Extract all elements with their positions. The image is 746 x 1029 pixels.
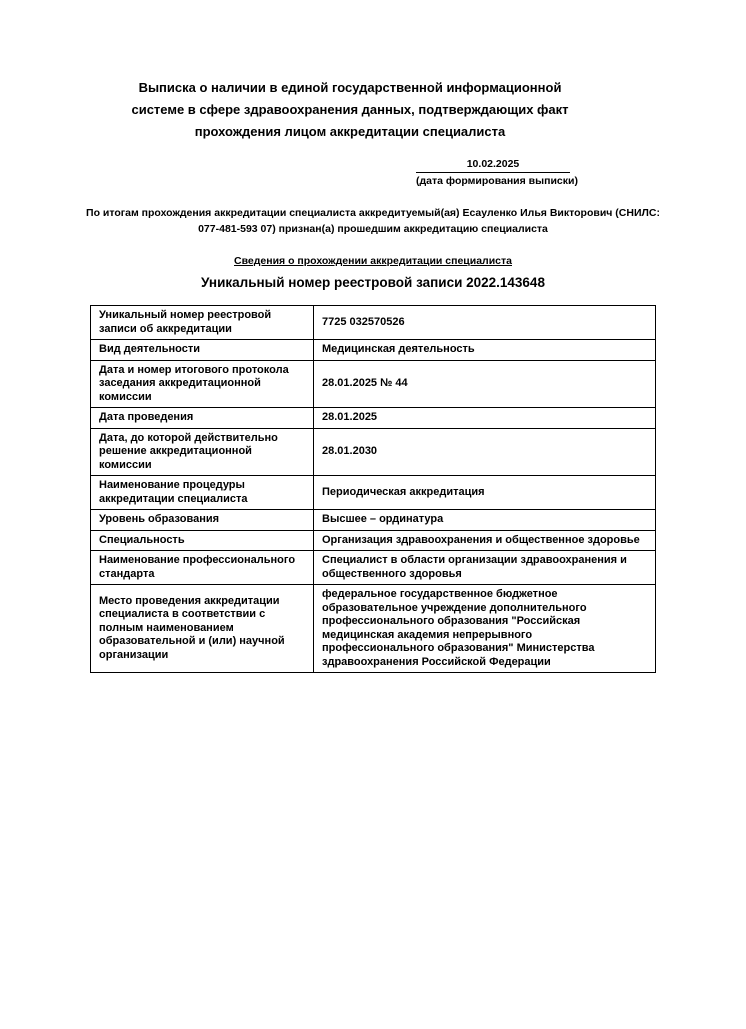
table-row [91, 510, 656, 531]
row-value: Высшее – ординатура [314, 510, 656, 531]
accreditation-details-table [90, 305, 656, 673]
row-label: Место проведения аккредитации специалиста в соответствии с полным наименованием образовательной и (или) научной организации [91, 585, 314, 673]
section-heading: Сведения о прохождении аккредитации специалиста [234, 255, 512, 267]
document-title-line: системе в сфере здравоохранения данных, подтверждающих факт [131, 102, 569, 117]
table-row [91, 360, 656, 408]
row-value: 28.01.2030 [314, 428, 656, 476]
row-value: 28.01.2025 [314, 408, 656, 429]
table-row [91, 476, 656, 510]
row-label: Специальность [91, 530, 314, 551]
row-value: Организация здравоохранения и общественное здоровье [314, 530, 656, 551]
row-value: федеральное государственное бюджетное образовательное учреждение дополнительного профессионального образования "Российская медицинская академия непрерывного профессионального образования" Министерства здравоохранения Российской Федерации [314, 585, 656, 673]
document-title-line: прохождения лицом аккредитации специалиста [194, 124, 506, 139]
table-row [91, 551, 656, 585]
row-label: Дата, до которой действительно решение аккредитационной комиссии [91, 428, 314, 476]
table-row [91, 306, 656, 340]
row-label: Наименование процедуры аккредитации специалиста [91, 476, 314, 510]
extract-date: 10.02.2025 [416, 158, 570, 173]
table-row [91, 428, 656, 476]
row-value: Медицинская деятельность [314, 340, 656, 361]
table-row [91, 585, 656, 673]
row-value: 7725 032570526 [314, 306, 656, 340]
row-label: Наименование профессионального стандарта [91, 551, 314, 585]
row-label: Дата и номер итогового протокола заседания аккредитационной комиссии [91, 360, 314, 408]
intro-paragraph: По итогам прохождения аккредитации специалиста аккредитуемый(ая) Есауленко Илья Викторович (СНИЛС: 077-481-593 07) признан(а) прошедшим аккредитацию специалиста [86, 207, 660, 235]
row-value: Периодическая аккредитация [314, 476, 656, 510]
table-row [91, 408, 656, 429]
table-row [91, 340, 656, 361]
extract-date-block [416, 158, 578, 187]
row-label: Уровень образования [91, 510, 314, 531]
row-value: Специалист в области организации здравоохранения и общественного здоровья [314, 551, 656, 585]
row-label: Уникальный номер реестровой записи об аккредитации [91, 306, 314, 340]
row-label: Вид деятельности [91, 340, 314, 361]
record-number-heading: Уникальный номер реестровой записи 2022.143648 [201, 275, 545, 290]
extract-date-caption: (дата формирования выписки) [416, 175, 578, 187]
row-label: Дата проведения [91, 408, 314, 429]
document-title-line: Выписка о наличии в единой государственной информационной [138, 80, 562, 95]
row-value: 28.01.2025 № 44 [314, 360, 656, 408]
document-title [0, 0, 700, 143]
table-row [91, 530, 656, 551]
